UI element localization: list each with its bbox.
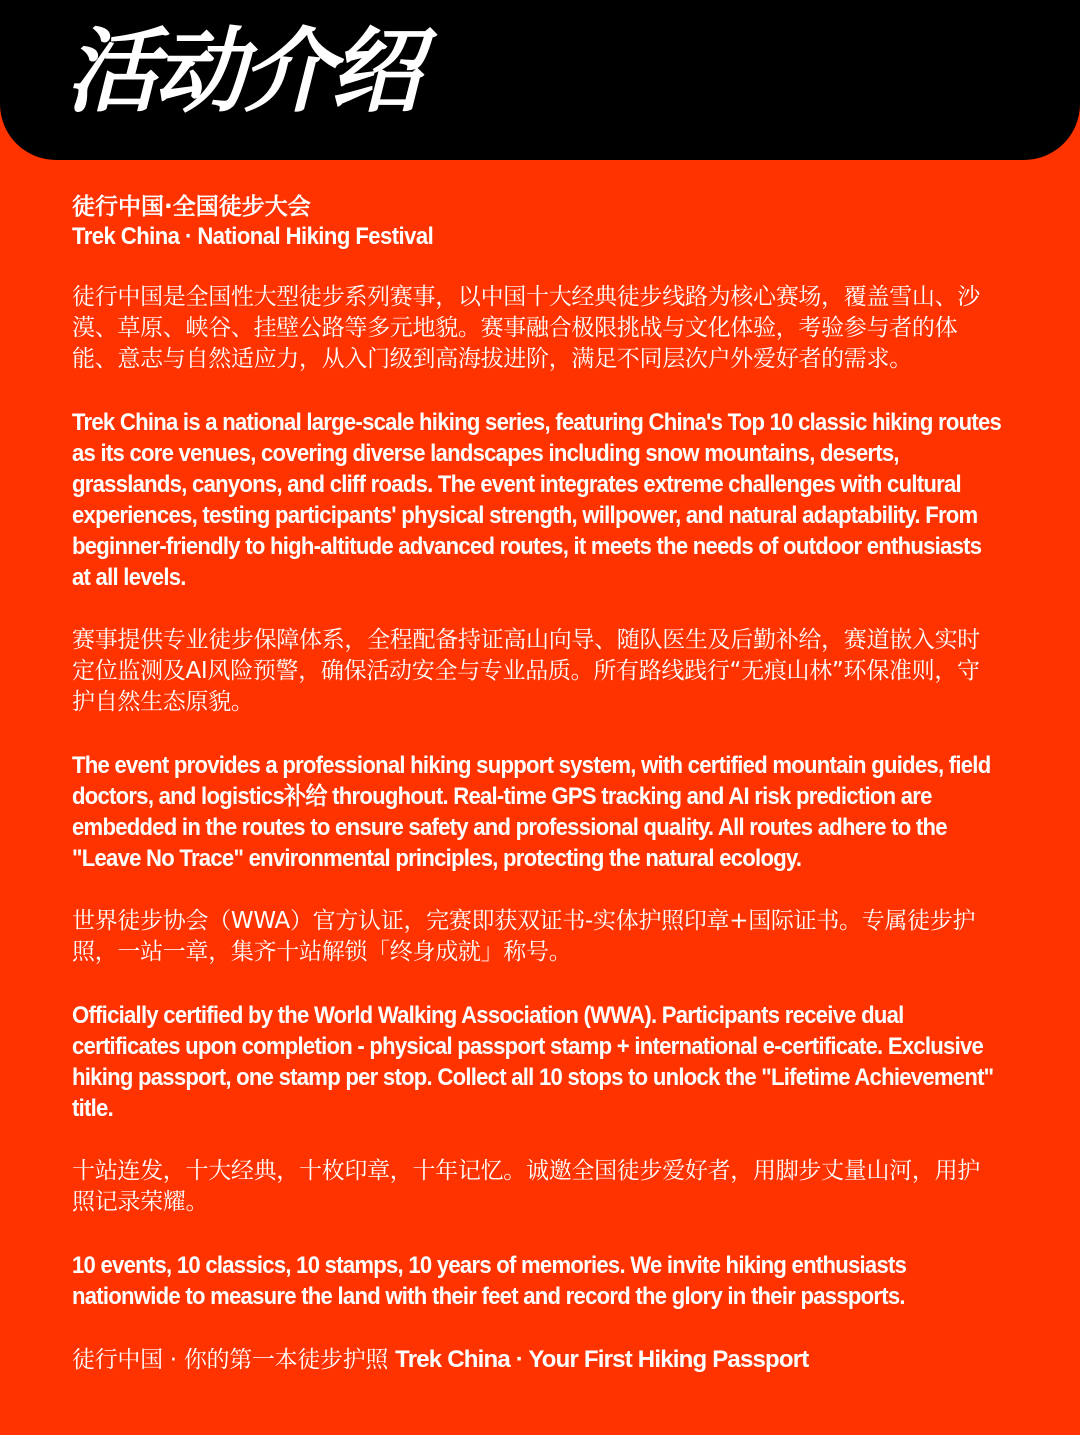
support-paragraph-cn: 赛事提供专业徒步保障体系，全程配备持证高山向导、随队医生及后勤补给，赛道嵌入实时定位监测及AI风险预警，确保活动安全与专业品质。所有路线践行“无痕山林”环保准则，守护自然生态原貌。 <box>72 627 981 715</box>
page-title: 活动介绍 <box>66 18 419 125</box>
content-body <box>72 192 1002 1376</box>
intro-paragraph-en: Trek China is a national large-scale hiking series, featuring China's Top 10 classic hiking routes as its core venues, covering diverse landscapes including snow mountains, deserts, grasslands, canyons, and cliff roads. The event integrates extreme challenges with cultural experiences, testing participants' physical strength, willpower, and natural adaptability. From beginner-friendly to high-altitude advanced routes, it meets the needs of outdoor enthusiasts at all levels. <box>72 409 1002 591</box>
certification-paragraph-cn: 世界徒步协会（WWA）官方认证，完赛即获双证书-实体护照印章+国际证书。专属徒步护照，一站一章，集齐十站解锁「终身成就」称号。 <box>72 908 976 965</box>
closing-line-cn: 徒行中国 · 你的第一本徒步护照 <box>72 1347 396 1373</box>
closing-line-en: Trek China · Your First Hiking Passport <box>395 1346 809 1373</box>
event-name-cn: 徒行中国·全国徒步大会 <box>72 194 311 220</box>
intro-paragraph-cn: 徒行中国是全国性大型徒步系列赛事，以中国十大经典徒步线路为核心赛场，覆盖雪山、沙漠、草原、峡谷、挂壁公路等多元地貌。赛事融合极限挑战与文化体验，考验参与者的体能、意志与自然适应力，从入门级到高海拔进阶，满足不同层次户外爱好者的需求。 <box>72 284 981 372</box>
event-name-en: Trek China · National Hiking Festival <box>72 223 434 250</box>
closing-line <box>72 1344 1002 1376</box>
header-band <box>0 0 1080 160</box>
invitation-paragraph-en: 10 events, 10 classics, 10 stamps, 10 years of memories. We invite hiking enthusiasts nationwide to measure the land with their feet and record the glory in their passports. <box>72 1252 907 1310</box>
invitation-paragraph-cn: 十站连发，十大经典，十枚印章，十年记忆。诚邀全国徒步爱好者，用脚步丈量山河，用护照记录荣耀。 <box>72 1158 981 1215</box>
certification-paragraph-en: Officially certified by the World Walking Association (WWA). Participants receive dual certificates upon completion - physical passport stamp + international e-certificate. Exclusive hiking passport, one stamp per stop. Collect all 10 stops to unlock the "Lifetime Achievement" title. <box>72 1002 994 1122</box>
support-paragraph-en: The event provides a professional hiking support system, with certified mountain guides, field doctors, and logistics补给 throughout. Real-time GPS tracking and AI risk prediction are embedded in the routes to ensure safety and professional quality. All routes adhere to the "Leave No Trace" environmental principles, protecting the natural ecology. <box>72 752 991 872</box>
